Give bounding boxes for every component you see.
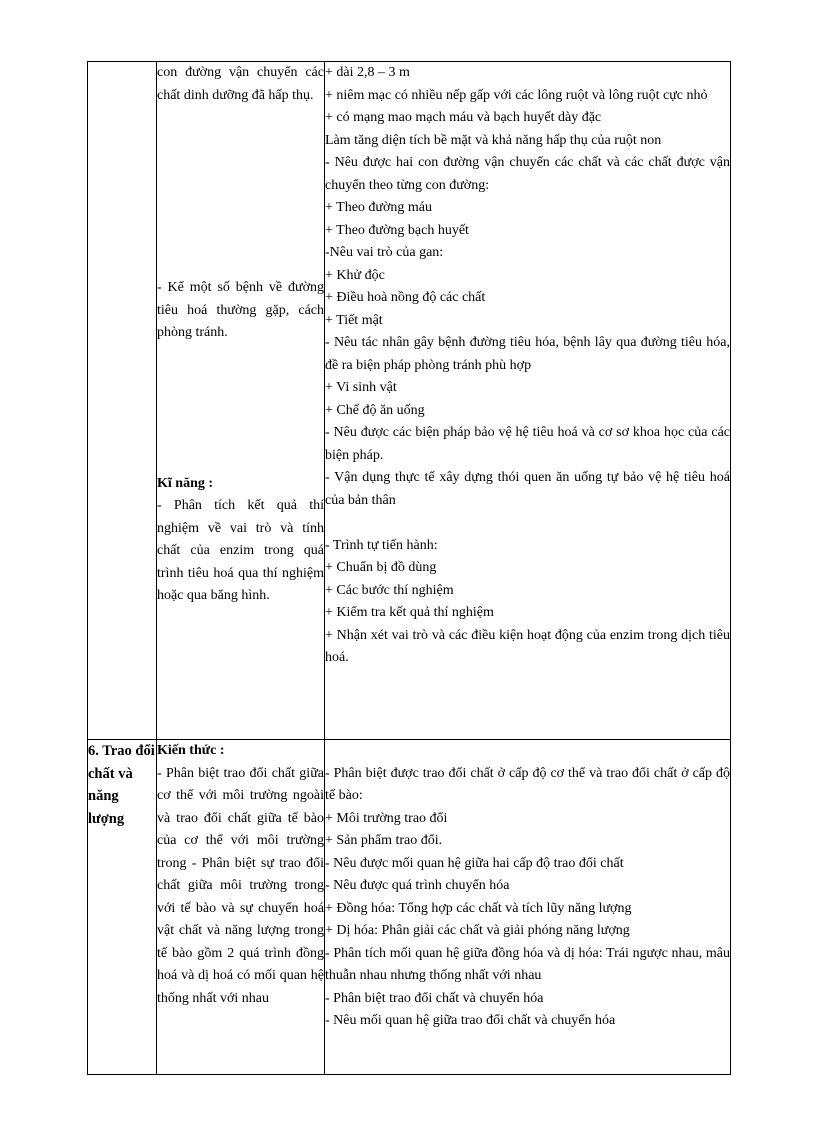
topic-cell: [88, 740, 157, 1075]
requirement-line: + Môi trường trao đổi: [325, 810, 448, 826]
requirement-line: - Phân biệt trao đổi chất và chuyển hóa: [325, 990, 544, 1006]
requirement-line: + Khử độc: [325, 267, 385, 283]
requirement-line: + niêm mạc có nhiều nếp gấp với các lông ruột và lông ruột cực nhỏ: [325, 87, 708, 103]
requirement-line: - Nêu mối quan hệ giữa trao đổi chất và chuyển hóa: [325, 1013, 616, 1028]
requirement-cell: [325, 740, 731, 1075]
requirement-line: + Dị hóa: Phân giải các chất và giải phóng năng lượng: [325, 923, 630, 938]
section-heading: Kiến thức :: [157, 743, 225, 758]
requirement-line: + Các bước thí nghiệm: [325, 582, 454, 598]
requirement-line: + Chuẩn bị đồ dùng: [325, 560, 437, 575]
requirement-line: - Phân biệt được trao đổi chất ở cấp độ cơ thể và trao đổi chất ở cấp độ tế bào:: [325, 765, 730, 803]
requirement-line: - Vận dụng thực tế xây dựng thói quen ăn uống tự bảo vệ hệ tiêu hoá của bản thân: [325, 470, 730, 508]
requirement-line: + Theo đường máu: [325, 200, 433, 215]
requirement-line: -Nêu vai trò của gan:: [325, 245, 444, 260]
requirement-cell: [325, 62, 731, 740]
topic-label: 6. Trao đổi chất và năng lượng: [88, 743, 155, 827]
requirement-line: + có mạng mao mạch máu và bạch huyết dày đặc: [325, 110, 602, 125]
requirement-line: + Nhận xét vai trò và các điều kiện hoạt động của enzim trong dịch tiêu hoá.: [325, 627, 730, 665]
requirement-line: + Sản phẩm trao đổi.: [325, 833, 443, 848]
objective-text: - Phân tích kết quả thí nghiệm về vai trò và tính chất của enzim trong quá trình tiêu hoá qua thí nghiệm hoặc qua băng hình.: [157, 498, 324, 603]
requirement-line: - Nêu được quá trình chuyển hóa: [325, 878, 510, 893]
requirement-line: - Nêu được các biện pháp bảo vệ hệ tiêu hoá và cơ sơ khoa học của các biện pháp.: [325, 425, 730, 463]
requirement-line: - Nêu được hai con đường vận chuyển các chất và các chất được vận chuyển theo từng con đường:: [325, 155, 730, 193]
requirement-line: + Theo đường bạch huyết: [325, 222, 469, 238]
curriculum-table: [87, 61, 731, 1075]
objective-text: con đường vận chuyển các chất dinh dưỡng đã hấp thụ.: [157, 65, 324, 103]
requirement-line: - Nêu tác nhân gây bệnh đường tiêu hóa, bệnh lây qua đường tiêu hóa, đề ra biện pháp phòng tránh phù hợp: [325, 335, 730, 373]
section-heading: Kĩ năng :: [157, 475, 214, 491]
requirement-line: + Kiểm tra kết quả thí nghiệm: [325, 605, 494, 620]
table-row: [88, 740, 731, 1075]
requirement-line: + Điều hoà nồng độ các chất: [325, 290, 486, 305]
requirement-line: Làm tăng diện tích bề mặt và khả năng hấp thụ của ruột non: [325, 132, 662, 148]
requirement-line: - Phân tích mối quan hệ giữa đồng hóa và dị hóa: Trái ngược nhau, mâu thuẫn nhau nhưng thống nhất với nhau: [325, 945, 730, 983]
requirement-line: - Nêu được mối quan hệ giữa hai cấp độ trao đổi chất: [325, 855, 624, 871]
requirement-line: + Vi sinh vật: [325, 380, 397, 395]
objective-cell: [157, 740, 325, 1075]
topic-cell: [88, 62, 157, 740]
objective-cell: [157, 62, 325, 740]
requirement-line: + Tiết mật: [325, 312, 383, 328]
requirement-line: - Trình tự tiến hành:: [325, 537, 438, 553]
requirement-line: + Đồng hóa: Tổng hợp các chất và tích lũy năng lượng: [325, 900, 632, 916]
requirement-line: + dài 2,8 – 3 m: [325, 65, 410, 80]
requirement-line: + Chế độ ăn uống: [325, 402, 425, 418]
objective-text: - Phân biệt trao đổi chất giữa cơ thể với môi trường ngoài và trao đổi chất giữa tế bào của cơ thể với môi trường trong - Phân biệt sự trao đổi chất giữa môi trường trong với tế bào và sự chuyển hoá vật chất và năng lượng trong tế bào gồm 2 quá trình đồng hoá và dị hoá có mối quan hệ thống nhất với nhau: [157, 765, 324, 1006]
table-row: [88, 62, 731, 740]
objective-text: - Kể một số bệnh về đường tiêu hoá thường gặp, cách phòng tránh.: [157, 280, 324, 340]
